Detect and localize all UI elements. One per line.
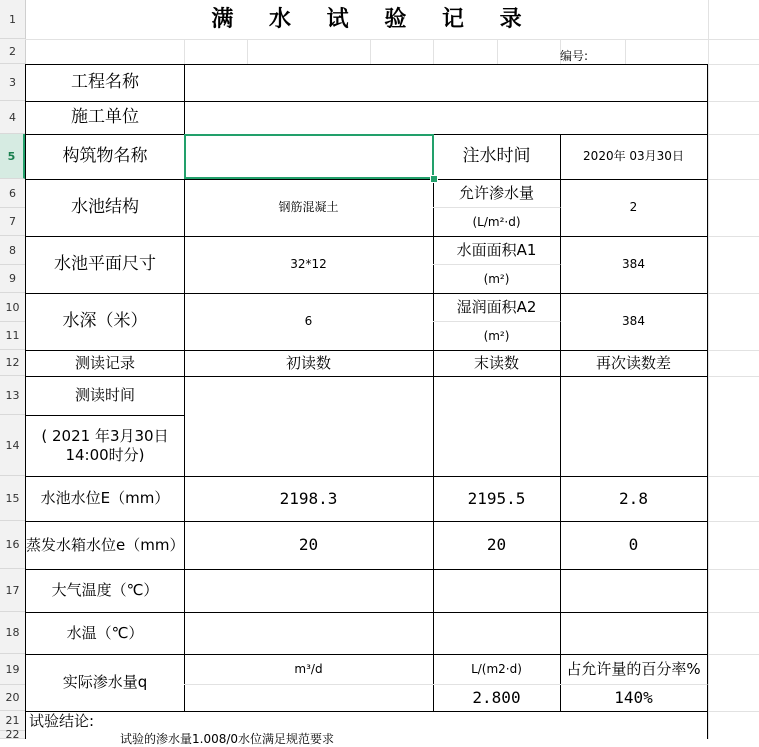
grid-line (708, 612, 759, 613)
wet-area-unit[interactable]: (m²) (433, 322, 561, 351)
water-temp-final[interactable] (433, 612, 561, 655)
row-number[interactable]: 16 (0, 521, 25, 569)
depth-value[interactable]: 6 (184, 293, 434, 351)
row-number[interactable]: 7 (0, 208, 25, 236)
water-temp-label[interactable]: 水温（℃） (25, 612, 185, 655)
seepage-value-2[interactable]: 2.800 (433, 685, 561, 712)
actual-seepage-label[interactable]: 实际渗水量q (25, 654, 185, 712)
row-number[interactable]: 21 (0, 711, 25, 731)
grid-line (708, 101, 759, 102)
header-final-reading[interactable]: 末读数 (433, 350, 561, 377)
row-number[interactable]: 18 (0, 612, 25, 654)
sheet-title[interactable]: 满 水 试 验 记 录 (211, 5, 536, 32)
plane-size-value[interactable]: 32*12 (184, 236, 434, 294)
depth-label[interactable]: 水深（米） (25, 293, 185, 351)
measure-record-label[interactable]: 测读记录 (25, 350, 185, 377)
grid-line (708, 64, 759, 65)
grid-line (708, 350, 759, 351)
seepage-value-3[interactable]: 140% (560, 685, 708, 712)
grid-line (433, 39, 434, 64)
row-number[interactable]: 9 (0, 265, 25, 293)
header-initial-reading[interactable]: 初读数 (184, 350, 434, 377)
grid-line (708, 376, 759, 377)
seepage-unit-1[interactable]: m³/d (184, 654, 434, 685)
row-number[interactable]: 6 (0, 179, 25, 208)
water-temp-initial[interactable] (184, 612, 434, 655)
air-temp-final[interactable] (433, 569, 561, 613)
wet-area-value[interactable]: 384 (560, 293, 708, 351)
structure-name-value[interactable] (184, 134, 434, 180)
water-level-final[interactable]: 2195.5 (433, 476, 561, 522)
difference-time-value[interactable] (560, 376, 708, 477)
row-number[interactable]: 20 (0, 685, 25, 711)
grid-line (708, 293, 759, 294)
row-number[interactable]: 17 (0, 569, 25, 612)
row-number[interactable]: 3 (0, 64, 25, 101)
pool-structure-label[interactable]: 水池结构 (25, 179, 185, 237)
row-number[interactable]: 1 (0, 0, 25, 39)
allow-seepage-label[interactable]: 允许渗水量 (433, 179, 561, 208)
evap-level-final[interactable]: 20 (433, 521, 561, 570)
seepage-value-1[interactable] (184, 685, 434, 712)
final-time-value[interactable] (433, 376, 561, 477)
row-number[interactable]: 5 (0, 134, 25, 179)
grid-line (708, 476, 759, 477)
grid-line (247, 39, 248, 64)
water-level-initial[interactable]: 2198.3 (184, 476, 434, 522)
row-number[interactable]: 22 (0, 731, 25, 739)
header-reading-difference[interactable]: 再次读数差 (560, 350, 708, 377)
water-area-unit[interactable]: (m²) (433, 265, 561, 294)
evap-level-initial[interactable]: 20 (184, 521, 434, 570)
row-number[interactable]: 14 (0, 415, 25, 476)
allow-seepage-value[interactable]: 2 (560, 179, 708, 237)
grid-line (708, 179, 759, 180)
fill-time-value[interactable]: 2020年 03月30日 (560, 134, 708, 180)
serial-number-label[interactable]: 编号: (560, 49, 589, 63)
row-number[interactable]: 4 (0, 101, 25, 134)
row-number[interactable]: 19 (0, 654, 25, 685)
seepage-unit-3[interactable]: 占允许量的百分率% (560, 654, 708, 685)
air-temp-difference[interactable] (560, 569, 708, 613)
fill-time-label[interactable]: 注水时间 (433, 134, 561, 180)
plane-size-label[interactable]: 水池平面尺寸 (25, 236, 185, 294)
row-number[interactable]: 12 (0, 350, 25, 376)
row-number[interactable]: 11 (0, 322, 25, 350)
water-level-difference[interactable]: 2.8 (560, 476, 708, 522)
grid-line (708, 569, 759, 570)
water-area-label[interactable]: 水面面积A1 (433, 236, 561, 265)
row-number[interactable]: 13 (0, 376, 25, 415)
grid-line (708, 236, 759, 237)
measure-datetime[interactable]: ( 2021 年3月30日 14:00时分) (25, 415, 185, 477)
grid-line (708, 0, 709, 739)
air-temp-label[interactable]: 大气温度（℃） (25, 569, 185, 613)
water-level-label[interactable]: 水池水位E（mm） (25, 476, 185, 522)
evap-level-label[interactable]: 蒸发水箱水位e（mm） (25, 521, 185, 570)
conclusion-text: 试验的渗水量1.008/0水位满足规范要求 (120, 731, 335, 746)
grid-line (370, 39, 371, 64)
grid-line (497, 39, 498, 64)
row-number[interactable]: 10 (0, 293, 25, 322)
row-number[interactable]: 15 (0, 476, 25, 521)
row-number[interactable]: 8 (0, 236, 25, 265)
allow-seepage-unit[interactable]: (L/m²·d) (433, 208, 561, 237)
water-area-value[interactable]: 384 (560, 236, 708, 294)
construction-unit-label[interactable]: 施工单位 (25, 101, 185, 135)
grid-line (708, 711, 759, 712)
water-temp-difference[interactable] (560, 612, 708, 655)
air-temp-initial[interactable] (184, 569, 434, 613)
project-name-value[interactable] (184, 64, 708, 102)
fill-handle[interactable] (430, 175, 438, 183)
grid-line (708, 654, 759, 655)
grid-line (708, 134, 759, 135)
grid-line (625, 39, 626, 64)
grid-line (708, 521, 759, 522)
structure-name-label[interactable]: 构筑物名称 (25, 134, 185, 180)
seepage-unit-2[interactable]: L/(m2·d) (433, 654, 561, 685)
measure-time-label[interactable]: 测读时间 (25, 376, 185, 416)
construction-unit-value[interactable] (184, 101, 708, 135)
conclusion-label: 试验结论: (29, 711, 95, 730)
project-name-label[interactable]: 工程名称 (25, 64, 185, 102)
evap-level-difference[interactable]: 0 (560, 521, 708, 570)
row-number[interactable]: 2 (0, 39, 25, 64)
grid-line (184, 39, 185, 64)
grid-line (25, 39, 759, 40)
wet-area-label[interactable]: 湿润面积A2 (433, 293, 561, 322)
pool-structure-value[interactable]: 钢筋混凝土 (184, 179, 434, 237)
initial-time-value[interactable] (184, 376, 434, 477)
